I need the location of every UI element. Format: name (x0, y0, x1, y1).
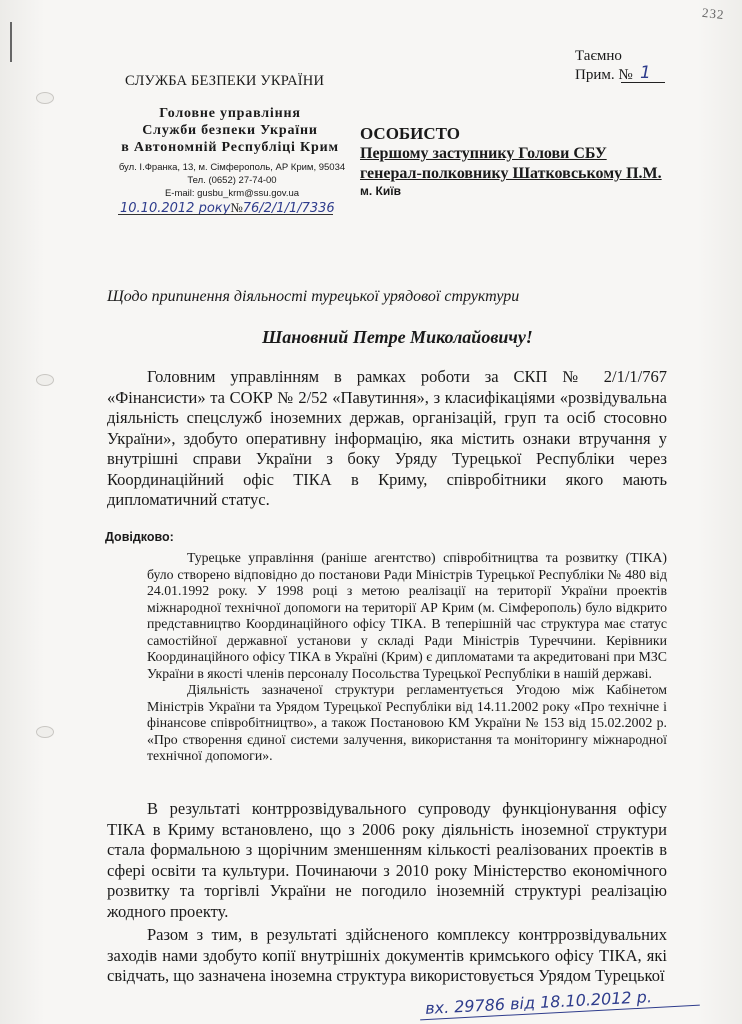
service-name: СЛУЖБА БЕЗПЕКИ УКРАЇНИ (125, 73, 325, 89)
punch-hole (36, 374, 54, 386)
copy-number-underline (621, 82, 665, 83)
salutation: Шановний Петре Миколайовичу! (262, 327, 533, 347)
page-number-handwritten: 232 (700, 4, 725, 23)
body-paragraph: Головним управлінням в рамках роботи за СКП № 2/1/1/767 «Фінансисти» та СОКР № 2/52 «Павутиння», з класифікаціями «розвідувальна діяльність спецслужб іноземних держав, організацій, груп та осіб стосовно України», здобуто оперативну інформацію, яка містить ознаки втручання у внутрішні справи України з боку Уряду Турецької Республіки через Координаційний офіс ТІКА в Криму, співробітники якого мають дипломатичний статус. (107, 367, 667, 509)
dept-line: Головне управління (159, 106, 301, 121)
note-paragraph: Турецьке управління (раніше агентство) співробітництва та розвитку (ТІКА) було створено відповідно до постанови Ради Міністрів Турецької Республіки № 480 від 24.01.1992 року. У 1998 році з метою реалізації на території України проектів міжнародної технічної допомоги на території АР Крим (м. Сімферополь) було відкрито представництво Координаційного офісу ТІКА. В теперішній час структура має статус самостійної державної установи у складі Ради Міністрів Туреччини. Керівники Координаційного офісу ТІКА в Україні (Крим) є дипломатами та акредитовані при МЗС України в якості членів персоналу Посольства Турецької Республіки в нашій державі. (147, 550, 667, 681)
copy-number: 1 (640, 63, 651, 83)
note-block (147, 550, 667, 765)
classification-label: Таємно (575, 48, 622, 64)
recipient-position: Першому заступнику Голови СБУ (360, 145, 607, 162)
outgoing-date: 10.10.2012 року (120, 201, 231, 216)
body-continuation (107, 799, 667, 987)
recipient-city: м. Київ (360, 184, 401, 198)
recipient-block (360, 123, 662, 198)
dept-line: в Автономній Республіці Крим (121, 140, 339, 155)
sender-address: бул. І.Франка, 13, м. Сімферополь, АР Крим, 95034 (118, 162, 346, 173)
letter-subject: Щодо припинення діяльності турецької урядової структури (107, 288, 520, 305)
sender-phone: Тел. (0652) 27-74-00 (187, 175, 277, 186)
recipient-personal: ОСОБИСТО (360, 124, 461, 143)
sender-address-block (107, 161, 357, 200)
registration-underline (118, 214, 333, 215)
department-block (110, 105, 350, 156)
sender-email: E-mail: gusbu_krm@ssu.gov.ua (164, 188, 300, 199)
number-sign: № (230, 200, 243, 215)
note-paragraph: Діяльність зазначеної структури регламентується Угодою між Кабінетом Міністрів України та Урядом Турецької Республіки від 14.11.2002 року «Про технічне і фінансове співробітництво», а також Постановою КМ України № 153 від 15.02.2002 р. «Про створення єдиної системи залучення, використання та моніторингу міжнародної технічної допомоги». (147, 682, 667, 763)
note-label: Довідково: (105, 530, 174, 544)
outgoing-number: 76/2/1/1/7336 (242, 201, 335, 216)
body-paragraph: В результаті контррозвідувального супроводу функціонування офісу ТІКА в Криму встановлено, що з 2006 року діяльність іноземної структури стала формальною з щорічним зменшенням кількості реалізованих проектів в сфері освіти та культури. Починаючи з 2010 року Міністерство економічного розвитку та торгівлі України не погодило іноземній структурі реалізацію жодного проекту. (107, 799, 667, 921)
punch-hole (36, 92, 54, 104)
body-paragraph: Разом з тим, в результаті здійсненого комплексу контррозвідувальних заходів нами здобуто копії внутрішніх документів кримського офісу ТІКА, які свідчать, що зазначена іноземна структура використовується Урядом Турецької (107, 925, 667, 985)
recipient-name: генерал-полковнику Шатковському П.М. (360, 165, 662, 182)
copy-number-label: Прим. № (575, 67, 633, 83)
dept-line: Служби безпеки України (142, 123, 318, 138)
incoming-stamp: вх. 29786 від 18.10.2012 р. (424, 987, 653, 1018)
margin-mark (10, 22, 24, 62)
punch-hole (36, 726, 54, 738)
